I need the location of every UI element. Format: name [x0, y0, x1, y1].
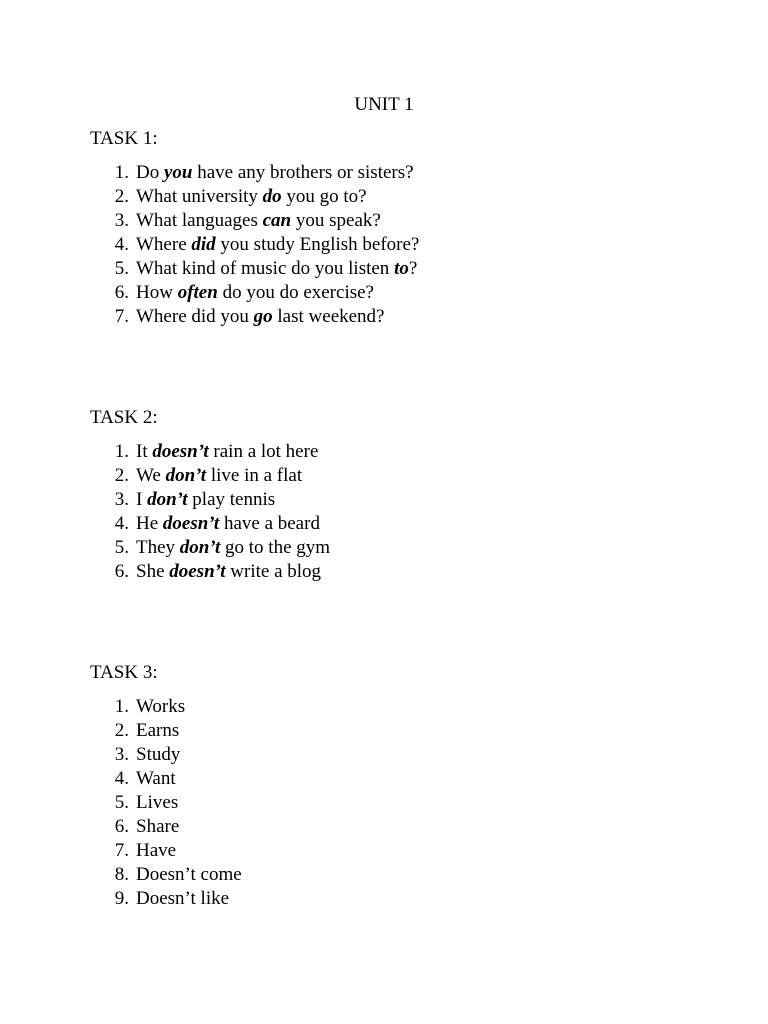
- list-item-text-before: Share: [136, 816, 180, 837]
- task-2-heading: TASK 2:: [90, 407, 158, 428]
- list-item-number: 6.: [114, 816, 129, 837]
- list-item-text: [136, 185, 367, 209]
- list-item-text: [136, 512, 320, 536]
- list-item-text-after: go to the gym: [220, 537, 331, 558]
- list-item-text-before: Have: [136, 840, 177, 861]
- list-item-text-before: Study: [136, 744, 181, 765]
- list-item-text-after: play tennis: [187, 489, 276, 510]
- task-1-heading: TASK 1:: [90, 128, 158, 149]
- list-item-text: [136, 743, 180, 767]
- list-item-number: 5.: [114, 537, 129, 558]
- list-item-number: 4.: [114, 768, 129, 789]
- list-item-text-after: you study English before?: [215, 234, 420, 255]
- list-item-text-after: last weekend?: [272, 306, 385, 327]
- list-item-emphasis: don’t: [179, 537, 221, 558]
- list-item-number: 4.: [114, 513, 129, 534]
- list-item-text: [136, 464, 302, 488]
- list-item-number: 2.: [114, 720, 129, 741]
- list-item-text: [136, 887, 229, 911]
- list-item-number: 1.: [114, 441, 129, 462]
- list-item-emphasis: doesn’t: [162, 513, 220, 534]
- list-item-emphasis: don’t: [165, 465, 207, 486]
- list-item-number: 1.: [114, 696, 129, 717]
- list-item-text-before: Doesn’t come: [136, 864, 242, 885]
- list-item-number: 9.: [114, 888, 129, 909]
- list-item-text-before: Earns: [136, 720, 180, 741]
- list-item-text-before: She: [136, 561, 170, 582]
- list-item-number: 2.: [114, 186, 129, 207]
- list-item-text-after: have a beard: [219, 513, 320, 534]
- list-item-number: 5.: [114, 792, 129, 813]
- list-item-text-before: I: [136, 489, 148, 510]
- list-item-text: [136, 839, 176, 863]
- list-item-number: 2.: [114, 465, 129, 486]
- list-item-text-after: have any brothers or sisters?: [192, 162, 414, 183]
- list-item-number: 6.: [114, 561, 129, 582]
- list-item-number: 7.: [114, 840, 129, 861]
- list-item-text: [136, 560, 321, 584]
- list-item-text: [136, 695, 185, 719]
- list-item-text: [136, 440, 318, 464]
- list-item-emphasis: can: [262, 210, 292, 231]
- list-item-text: [136, 233, 419, 257]
- list-item-number: 3.: [114, 744, 129, 765]
- list-item-number: 7.: [114, 306, 129, 327]
- list-item-text-before: Do: [136, 162, 164, 183]
- list-item-text-before: It: [136, 441, 153, 462]
- list-item-number: 4.: [114, 234, 129, 255]
- list-item-number: 8.: [114, 864, 129, 885]
- list-item-emphasis: to: [394, 258, 409, 279]
- list-item-number: 5.: [114, 258, 129, 279]
- list-item-emphasis: go: [253, 306, 273, 327]
- task-3-heading: TASK 3:: [90, 662, 158, 683]
- list-item-text: [136, 536, 330, 560]
- list-item-text-after: you go to?: [281, 186, 367, 207]
- list-item-text-before: We: [136, 465, 166, 486]
- list-item-text-after: ?: [408, 258, 418, 279]
- list-item-text-after: live in a flat: [206, 465, 303, 486]
- list-item-text-before: What languages: [136, 210, 263, 231]
- list-item-text-after: do you do exercise?: [217, 282, 374, 303]
- list-item-text-before: What university: [136, 186, 263, 207]
- list-item-text: [136, 161, 414, 185]
- list-item-text-before: How: [136, 282, 178, 303]
- list-item-number: 1.: [114, 162, 129, 183]
- list-item-text-before: They: [136, 537, 180, 558]
- list-item-emphasis: did: [191, 234, 216, 255]
- list-item-text-after: you speak?: [291, 210, 381, 231]
- page-title: UNIT 1: [354, 94, 414, 115]
- list-item-emphasis: you: [163, 162, 193, 183]
- list-item-emphasis: often: [177, 282, 218, 303]
- list-item-text-before: Want: [136, 768, 176, 789]
- list-item-number: 6.: [114, 282, 129, 303]
- list-item-text: [136, 791, 178, 815]
- list-item-text: [136, 767, 176, 791]
- list-item-text-before: Doesn’t like: [136, 888, 230, 909]
- list-item-text: [136, 719, 179, 743]
- list-item-number: 3.: [114, 210, 129, 231]
- list-item-text-before: Works: [136, 696, 186, 717]
- list-item-text: [136, 305, 385, 329]
- list-item-text-before: Where: [136, 234, 192, 255]
- list-item-emphasis: doesn’t: [169, 561, 226, 582]
- list-item-text-after: rain a lot here: [208, 441, 319, 462]
- list-item-emphasis: do: [262, 186, 282, 207]
- list-item-text: [136, 257, 417, 281]
- list-item-number: 3.: [114, 489, 129, 510]
- list-item-text: [136, 863, 242, 887]
- list-item-text-before: Lives: [136, 792, 179, 813]
- list-item-text: [136, 815, 179, 839]
- list-item-emphasis: doesn’t: [152, 441, 209, 462]
- list-item-text: [136, 209, 381, 233]
- list-item-text-before: What kind of music do you listen: [136, 258, 395, 279]
- list-item-text: [136, 488, 275, 512]
- list-item-text-after: write a blog: [225, 561, 322, 582]
- list-item-text-before: He: [136, 513, 163, 534]
- list-item-text-before: Where did you: [136, 306, 254, 327]
- list-item-text: [136, 281, 374, 305]
- list-item-emphasis: don’t: [147, 489, 188, 510]
